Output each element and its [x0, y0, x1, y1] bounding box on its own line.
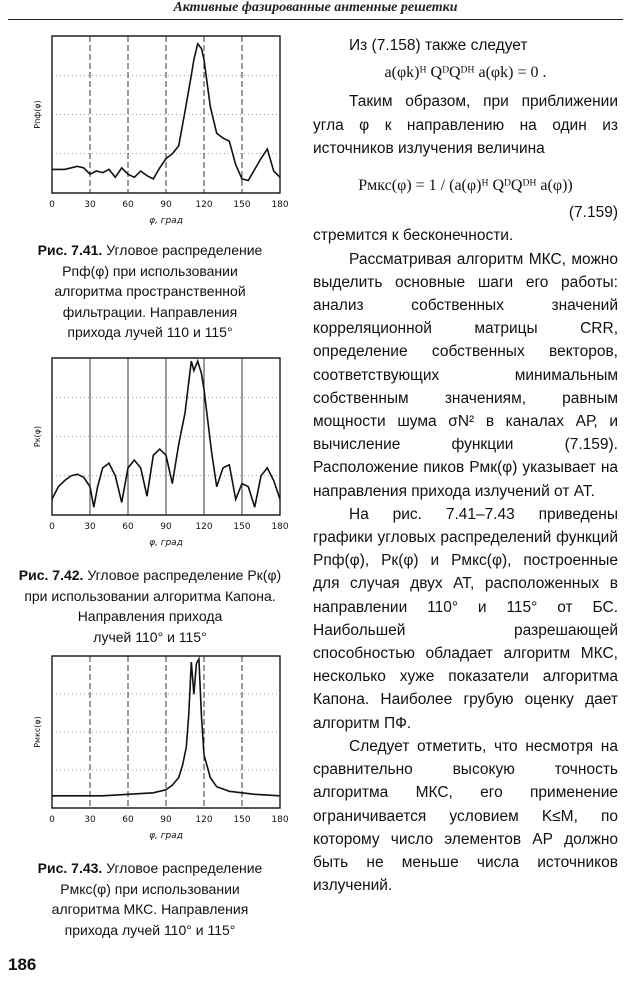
- equation-number: (7.159): [568, 204, 618, 222]
- caption-line: при использовании алгоритма Капона.: [24, 587, 276, 604]
- running-header: Активные фазированные антенные решетки: [173, 0, 458, 15]
- paragraph: стремится к бесконечности.: [313, 227, 514, 245]
- x-tick-label: 150: [233, 200, 251, 210]
- x-axis-label: φ, град: [149, 216, 183, 226]
- x-tick-label: 60: [122, 815, 134, 825]
- paragraph: Из (7.158) также следует: [349, 37, 528, 54]
- caption-line: Pпф(φ) при использовании: [62, 262, 238, 279]
- x-axis-label: φ, град: [149, 538, 183, 548]
- formula-7-158: a(φk)ᴴ QᴰQᴰᴴ a(φk) = 0 .: [384, 64, 547, 82]
- x-tick-label: 120: [195, 522, 213, 532]
- figure-7-41: [28, 30, 292, 235]
- caption-label: Рис. 7.42.: [18, 567, 84, 583]
- caption-line: Pмкс(φ) при использовании: [60, 880, 240, 897]
- chart-7-42: [28, 352, 292, 557]
- caption-7-42: [0, 565, 300, 647]
- x-tick-label: 90: [160, 815, 172, 825]
- x-tick-label: 120: [195, 815, 213, 825]
- chart-7-41: [28, 30, 292, 235]
- caption-line: прихода лучей 110° и 115°: [64, 921, 236, 938]
- header-rule: [8, 19, 623, 20]
- caption-label: Рис. 7.43.: [37, 860, 103, 876]
- x-tick-label: 90: [160, 200, 172, 210]
- x-tick-label: 60: [122, 522, 134, 532]
- caption-line: Угловое распределение Pк(φ): [87, 567, 282, 583]
- x-tick-label: 0: [49, 815, 55, 825]
- x-tick-label: 60: [122, 200, 134, 210]
- paragraph: Следует отметить, что несмотря на сравнительно высокую точность алгоритма МКС, его применение ограничивается условием K≤M, по которому число элементов АР должно быть не меньше числа источников излучений.: [313, 737, 618, 895]
- x-tick-label: 0: [49, 200, 55, 210]
- x-tick-label: 90: [160, 522, 172, 532]
- x-axis-label: φ, град: [149, 831, 183, 841]
- x-tick-label: 180: [271, 815, 289, 825]
- formula-7-159: Pмкс(φ) = 1 / (a(φ)ᴴ QᴰQᴰᴴ a(φ)): [358, 177, 573, 195]
- caption-line: фильтрации. Направления: [62, 303, 238, 320]
- x-tick-label: 120: [195, 200, 213, 210]
- figure-7-42: [28, 352, 292, 557]
- caption-line: Направления прихода: [77, 608, 223, 624]
- caption-7-43: [0, 858, 300, 940]
- paragraph: Рассматривая алгоритм МКС, можно выделить основные шаги его работы: анализ собственных значений корреляционной матрицы CRR, определение собственных векторов, соответствующих минимальным собственным значениям, равным мощности шума σN² в каналах АР, и вычисление функции (7.159). Расположение пиков Pмк(φ) указывает на направления прихода излучений от АТ.: [313, 250, 618, 500]
- x-tick-label: 30: [84, 200, 96, 210]
- x-tick-label: 0: [49, 522, 55, 532]
- caption-line: Угловое распределение: [106, 860, 263, 876]
- y-axis-label: Pк(φ): [33, 425, 42, 448]
- x-tick-label: 150: [233, 522, 251, 532]
- x-tick-label: 30: [84, 815, 96, 825]
- caption-7-41: [0, 240, 300, 343]
- caption-line: алгоритма пространственной: [54, 283, 246, 299]
- y-axis-label: Pпф(φ): [33, 100, 42, 129]
- caption-line: алгоритма МКС. Направления: [51, 901, 249, 917]
- caption-line: Угловое распределение: [106, 242, 263, 258]
- paragraph: Таким образом, при приближении угла φ к направлению на один из источников излучения величина: [313, 93, 618, 157]
- text-column: [313, 34, 618, 897]
- caption-label: Рис. 7.41.: [37, 242, 103, 258]
- x-tick-label: 150: [233, 815, 251, 825]
- paragraph: На рис. 7.41–7.43 приведены графики угловых распределений функций Pпф(φ), Pк(φ) и Pмкс(φ), построенные для случая двух АТ, расположенных в направлении 110° и 115° от БС. Наибольшей разрешающей способностью обладает алгоритм МКС, несколько хуже показатели алгоритма Капона. Наиболее грубую оценку дает алгоритм ПФ.: [313, 505, 618, 732]
- figure-7-43: [28, 650, 292, 850]
- chart-7-43: [28, 650, 292, 850]
- caption-line: лучей 110° и 115°: [93, 628, 207, 645]
- y-axis-label: Pмкс(φ): [33, 716, 42, 748]
- page-number: 186: [8, 955, 37, 974]
- x-tick-label: 180: [271, 522, 289, 532]
- x-tick-label: 30: [84, 522, 96, 532]
- x-tick-label: 180: [271, 200, 289, 210]
- caption-line: прихода лучей 110 и 115°: [67, 324, 233, 340]
